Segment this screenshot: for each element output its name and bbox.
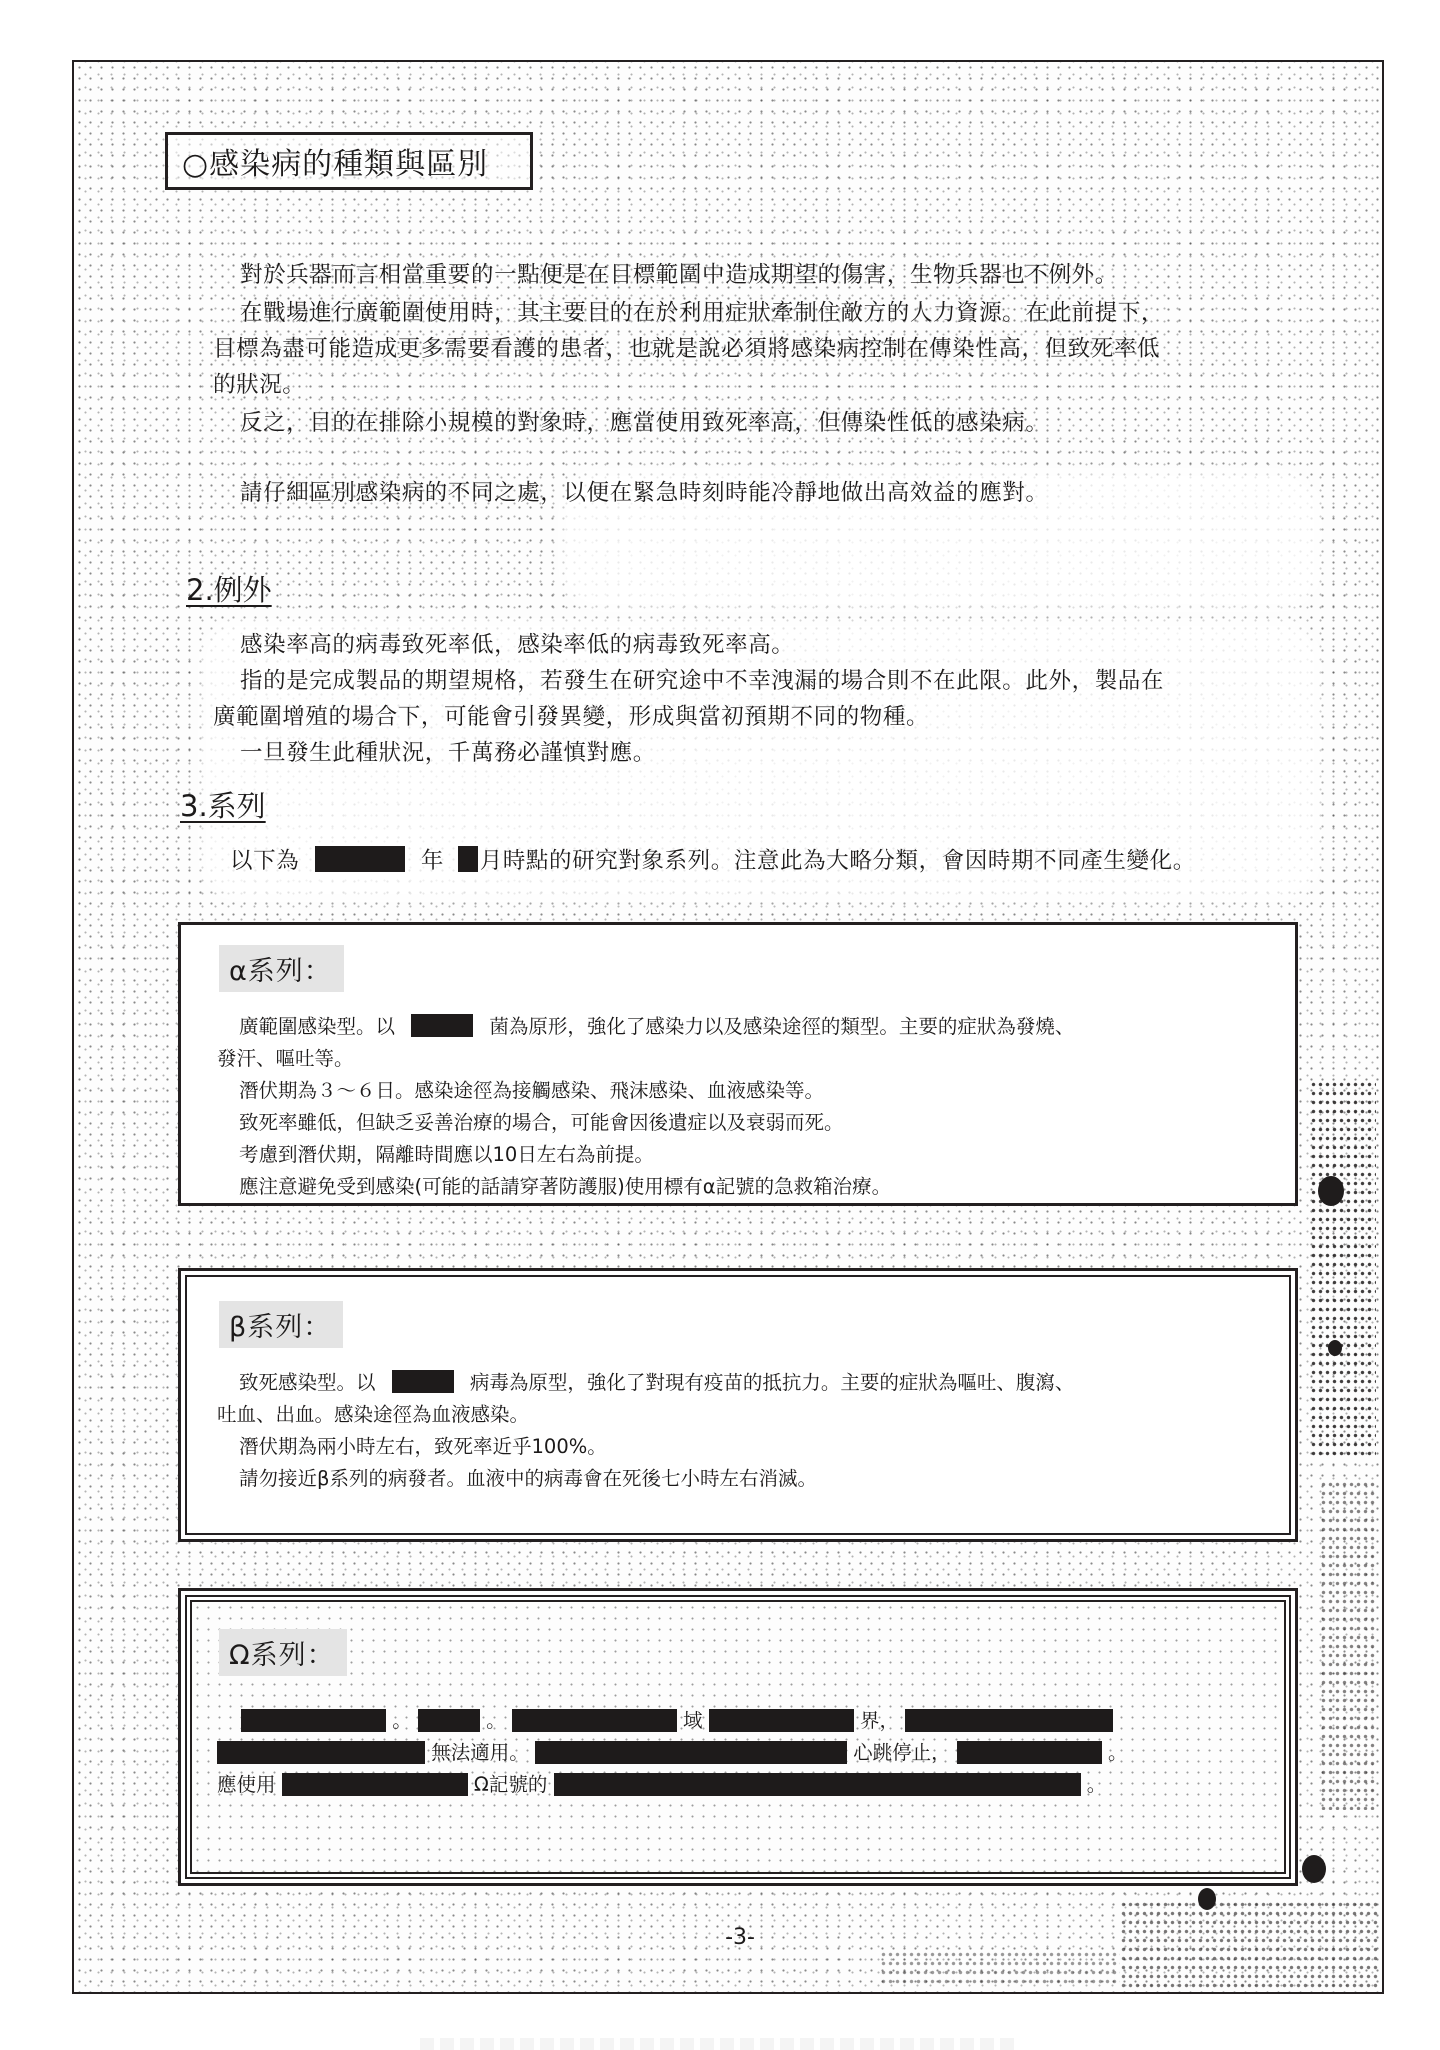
alpha-line-5: 考慮到潛伏期，隔離時間應以10日左右為前提。 bbox=[239, 1143, 654, 1166]
series-intro-prefix: 以下為 bbox=[230, 848, 300, 874]
ink-splatter-decoration bbox=[1320, 1480, 1376, 1810]
alpha-line-1 bbox=[217, 1011, 1074, 1043]
ink-splatter-decoration bbox=[1120, 1900, 1378, 1988]
redaction-block bbox=[535, 1741, 847, 1764]
exceptions-line-2: 指的是完成製品的期望規格，若發生在研究途中不幸洩漏的場合則不在此限。此外，製品在 bbox=[240, 668, 1165, 694]
redaction-bacteria-name bbox=[411, 1014, 473, 1037]
exceptions-heading: 2.例外 bbox=[186, 573, 272, 607]
beta-line-3: 潛伏期為兩小時左右，致死率近乎100%。 bbox=[239, 1435, 607, 1458]
redaction-month bbox=[458, 846, 478, 872]
alpha-line-2: 發汗、嘔吐等。 bbox=[217, 1047, 354, 1070]
intro-line-5: 反之，目的在排除小規模的對象時，應當使用致死率高，但傳染性低的感染病。 bbox=[240, 410, 1049, 436]
omega-series-body bbox=[217, 1705, 1128, 1801]
cutoff-footer-text bbox=[420, 2038, 1020, 2050]
beta-line-2: 吐血、出血。感染途徑為血液感染。 bbox=[217, 1403, 530, 1426]
intro-closing: 請仔細區別感染病的不同之處，以便在緊急時刻時能冷靜地做出高效益的應對。 bbox=[240, 480, 1049, 506]
omega-text-fragment: Ω記號的 bbox=[473, 1773, 548, 1796]
omega-series-label: Ω系列： bbox=[219, 1629, 347, 1676]
redaction-block bbox=[709, 1709, 854, 1732]
omega-series-box bbox=[178, 1588, 1298, 1886]
series-intro-year: 年 bbox=[420, 848, 444, 874]
beta-line-1 bbox=[217, 1367, 1074, 1399]
intro-line-2: 在戰場進行廣範圍使用時，其主要目的在於利用症狀牽制住敵方的人力資源。在此前提下， bbox=[240, 300, 1165, 326]
omega-text-fragment: 。 bbox=[486, 1709, 506, 1732]
section-title-box bbox=[165, 132, 533, 190]
redaction-block bbox=[217, 1741, 425, 1764]
ink-splatter-decoration bbox=[1302, 1855, 1326, 1883]
ink-splatter-decoration bbox=[1328, 1340, 1342, 1356]
intro-line-3: 目標為盡可能造成更多需要看護的患者，也就是說必須將感染病控制在傳染性高，但致死率低 bbox=[213, 336, 1161, 362]
alpha-line-6: 應注意避免受到感染(可能的話請穿著防護服)使用標有α記號的急救箱治療。 bbox=[239, 1175, 892, 1198]
beta-series-box bbox=[178, 1268, 1298, 1542]
beta-line-4: 請勿接近β系列的病發者。血液中的病毒會在死後七小時左右消滅。 bbox=[239, 1467, 817, 1490]
omega-text-fragment: 應使用 bbox=[217, 1773, 276, 1796]
omega-text-fragment: 無法適用。 bbox=[431, 1741, 529, 1764]
alpha-line-1-prefix: 廣範圍感染型。以 bbox=[239, 1015, 396, 1038]
redaction-block bbox=[554, 1773, 1081, 1796]
alpha-series-body bbox=[217, 1011, 1074, 1203]
omega-text-fragment: 界， bbox=[859, 1709, 899, 1732]
exceptions-line-3: 廣範圍增殖的場合下，可能會引發異變，形成與當初預期不同的物種。 bbox=[213, 704, 930, 730]
page-number: -3- bbox=[725, 1925, 755, 1950]
intro-line-1: 對於兵器而言相當重要的一點便是在目標範圍中造成期望的傷害，生物兵器也不例外。 bbox=[240, 262, 1118, 288]
omega-line-2 bbox=[217, 1737, 1128, 1769]
ink-splatter-decoration bbox=[880, 1950, 1120, 1988]
omega-text-fragment: 。 bbox=[1086, 1773, 1107, 1796]
alpha-line-1-rest: 菌為原形，強化了感染力以及感染途徑的類型。主要的症狀為發燒、 bbox=[489, 1015, 1075, 1038]
beta-line-1-prefix: 致死感染型。以 bbox=[239, 1371, 376, 1394]
omega-text-fragment: 域 bbox=[683, 1709, 703, 1732]
omega-line-1 bbox=[217, 1705, 1128, 1737]
redaction-year bbox=[315, 846, 405, 872]
alpha-series-box bbox=[178, 922, 1298, 1206]
redaction-block bbox=[512, 1709, 677, 1732]
ink-splatter-decoration bbox=[1310, 1080, 1376, 1460]
alpha-line-4: 致死率雖低，但缺乏妥善治療的場合，可能會因後遺症以及衰弱而死。 bbox=[239, 1111, 844, 1134]
series-heading: 3.系列 bbox=[180, 789, 266, 823]
omega-text-fragment: 心跳停止， bbox=[853, 1741, 951, 1764]
intro-line-4: 的狀況。 bbox=[213, 372, 306, 398]
section-title: ○感染病的種類與區別 bbox=[182, 147, 489, 182]
exceptions-line-1: 感染率高的病毒致死率低，感染率低的病毒致死率高。 bbox=[240, 632, 795, 658]
redaction-block bbox=[957, 1741, 1102, 1764]
redaction-block bbox=[282, 1773, 468, 1796]
omega-text-fragment: 。 bbox=[392, 1709, 412, 1732]
alpha-series-label: α系列： bbox=[219, 945, 344, 992]
omega-text-fragment: 。 bbox=[1108, 1741, 1128, 1764]
redaction-block bbox=[905, 1709, 1113, 1732]
beta-series-body bbox=[217, 1367, 1074, 1495]
beta-series-label: β系列： bbox=[219, 1301, 343, 1348]
exceptions-line-4: 一旦發生此種狀況，千萬務必謹慎對應。 bbox=[240, 740, 656, 766]
series-intro-rest: 月時點的研究對象系列。注意此為大略分類，會因時期不同產生變化。 bbox=[479, 848, 1196, 874]
series-intro bbox=[230, 842, 1196, 880]
ink-splatter-decoration bbox=[1318, 1176, 1344, 1206]
omega-line-3 bbox=[217, 1769, 1128, 1801]
beta-line-1-rest: 病毒為原型，強化了對現有疫苗的抵抗力。主要的症狀為嘔吐、腹瀉、 bbox=[469, 1371, 1075, 1394]
redaction-virus-name bbox=[392, 1370, 454, 1393]
redaction-block bbox=[418, 1709, 480, 1732]
redaction-block bbox=[241, 1709, 386, 1732]
alpha-line-3: 潛伏期為３～６日。感染途徑為接觸感染、飛沫感染、血液感染等。 bbox=[239, 1079, 825, 1102]
